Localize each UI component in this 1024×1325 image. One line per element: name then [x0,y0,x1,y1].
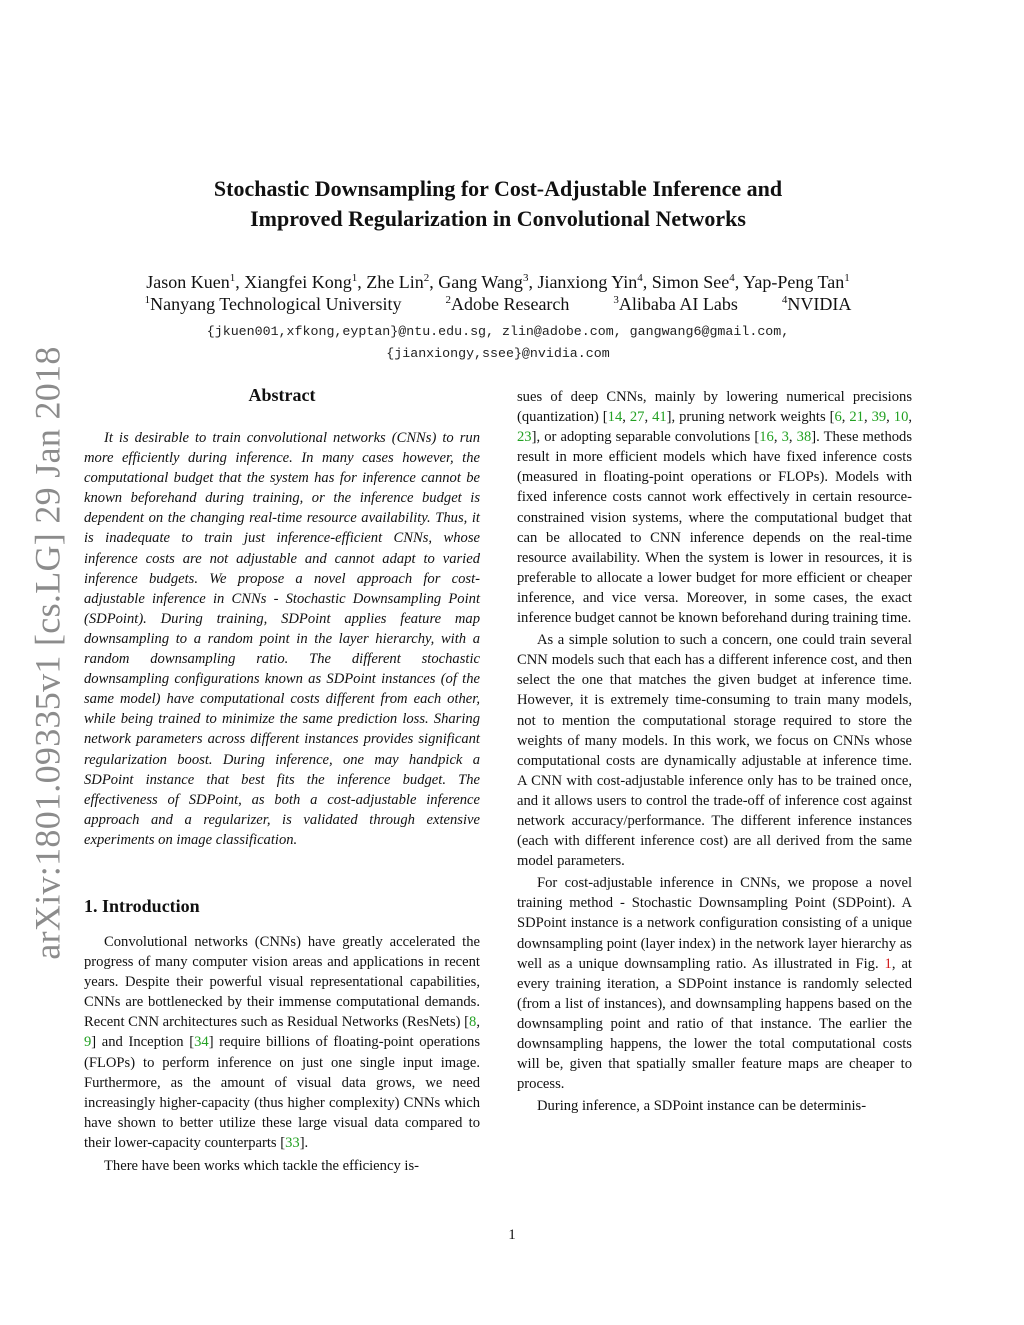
citation-link[interactable]: 34 [194,1034,209,1051]
paper-title-line-2: Improved Regularization in Convolutional Networks [250,206,746,231]
citation-link[interactable]: 27 [629,409,645,426]
citation-link[interactable]: 3 [781,429,789,446]
author-affiliation-mark: 3 [522,272,529,284]
affiliation-name: Adobe Research [450,294,570,314]
right-p1-text-a: sues of deep CNNs, mainly by lowering numerical precisions (quantization) [ [517,389,912,426]
intro-paragraph-2: There have been works which tackle the efficiency is- [104,1158,419,1175]
citation-separator: , [476,1014,480,1031]
intro-p1-text-c: ] require billions of floating-point operations (FLOPs) to perform inference on just one single input image. Furthermore, as the amount of visual data grows, we need increasingly higher-capacity (thus higher complexity) CNNs which have shown to better utilize these large visual data compared to their lower-capacity counterparts [ [84,1034,480,1151]
author-name: Simon See [651,272,730,292]
intro-p1-text-d: ]. [299,1134,309,1151]
citation-link[interactable]: 21 [849,409,864,426]
author-name: Jason Kuen [146,272,230,292]
right-paragraph-3 [517,873,912,1094]
affiliation-number: 3 [613,294,619,306]
author-name: Xiangfei Kong [244,272,352,292]
arxiv-stamp [20,345,76,960]
citation-link[interactable]: 33 [285,1134,300,1151]
page-number: 1 [508,1227,516,1243]
affiliation-list [90,294,906,320]
introduction-left-column [84,932,480,1176]
author-list: Jason Kuen$^1$, Xiangfei Kong$^1$, Zhe Lin$^2$, Gang Wang$^3$, Jianxiong Yin$^4$, Simon See$^4$, Yap-Peng Tan$^1$ [146,272,850,292]
paper-title-line-1: Stochastic Downsampling for Cost-Adjustable Inference and [213,176,783,201]
intro-paragraph-1 [84,932,480,1153]
citation-separator: , [622,409,630,426]
author-affiliation-mark: 2 [423,272,430,284]
affiliation-name: NVIDIA [787,294,852,314]
citation-separator: , [644,409,653,426]
citation-separator: , [886,409,894,426]
right-p1-text-d: ]. These methods result in more efficient models which have fixed inference costs (measured in floating-point operations or FLOPs). Models with fixed inference costs cannot work effectively in certain resource-constrained vision systems, where the computational budget that can be allocated to CNN inference depends on the real-time resource availability. When the system is lower in resources, it is preferable to allocate a lower budget for more efficient or cheaper inference, and vice versa. Moreover, in some cases, the exact inference budget cannot be known beforehand during training time. [517,429,913,627]
citation-link[interactable]: 8 [469,1014,477,1031]
affiliation-name: Nanyang Technological University [150,294,402,314]
email-line-1: {jkuen001,xfkong,eyptan}@ntu.edu.sg, zlin@adobe.com, gangwang6@gmail.com, [206,324,790,339]
abstract-body [84,428,480,850]
citation-separator: , [788,429,797,446]
citation-link[interactable]: 39 [871,409,887,426]
citation-separator: , [841,409,850,426]
author-affiliation-mark: 1 [229,272,236,284]
right-column [517,387,912,1116]
intro-p1-text-a: Convolutional networks (CNNs) have greatly accelerated the progress of many computer vision areas and applications in recent years. Despite their powerful visual representational capabilities, CNNs are bottlenecked by their immense computational demands. Recent CNN architectures such as Residual Networks (ResNets) [ [84,934,480,1031]
arxiv-stamp-text: arXiv:1801.09335v1 [cs.LG] 29 Jan 2018 [28,345,68,960]
affiliation-number: 1 [144,294,151,306]
affiliation-number: 4 [781,294,788,306]
abstract-text: It is desirable to train convolutional networks (CNNs) to run more efficiently during inference. In many cases however, the computational budget that the system has for inference cannot be known beforehand during training, or the inference budget is dependent on the changing real-time resource availability. Thus, it is inadequate to train just inference-efficient CNNs, whose inference costs are not adjustable and cannot adapt to varied inference budgets. We propose a novel approach for cost-adjustable inference in CNNs - Stochastic Downsampling Point (SDPoint). During training, SDPoint applies feature map downsampling to a random point in the layer hierarchy, with a random downsampling ratio. The different stochastic downsampling configurations known as SDPoint instances (of the same model) have computational costs different from each other, while being trained to minimize the same prediction loss. Sharing network parameters across different instances provides significant regularization boost. During inference, one may handpick a SDPoint instance that best fits the inference budget. The effectiveness of SDPoint, as both a cost-adjustable inference approach and a regularizer, is validated through extensive experiments on image classification. [84,430,480,848]
affiliation [782,294,851,320]
citation-link[interactable]: 14 [607,409,623,426]
affiliation [445,294,569,320]
affiliation [145,294,402,320]
right-p3-text-a: For cost-adjustable inference in CNNs, we propose a novel training method - Stochastic Downsampling Point (SDPoint). A SDPoint instance is a network configuration consisting of a unique downsampling point (layer index) in the network layer hierarchy as well as a unique downsampling ratio. As illustrated in Fig. [517,875,912,972]
figure-reference-link[interactable]: 1 [884,955,892,972]
citation-link[interactable]: 23 [517,429,532,446]
citation-separator: , [863,409,872,426]
citation-separator: , [908,409,913,426]
citation-link[interactable]: 6 [834,409,842,426]
author-name: Yap-Peng Tan [743,272,845,292]
citation-link[interactable]: 38 [796,429,812,446]
email-line-2: {jianxiongy,ssee}@nvidia.com [386,346,610,361]
citation-link[interactable]: 10 [893,409,909,426]
right-p3-text-b: , at every training iteration, a SDPoint instance is randomly selected (from a list of instances), and downsampling happens based on the downsampling point and ratio of that instance. The earlier the downsampling happens, the lower the total computational costs will be, given that spatially smaller feature maps are cheaper to process. [517,955,912,1093]
abstract-heading: Abstract [248,385,316,405]
citation-link[interactable]: 16 [759,429,774,446]
intro-p1-text-b: ] and Inception [ [91,1034,195,1051]
citation-link[interactable]: 41 [652,409,667,426]
affiliation-name: Alibaba AI Labs [618,294,738,314]
citation-link[interactable]: 9 [84,1034,92,1051]
affiliation-number: 2 [445,294,451,306]
author-name: Jianxiong Yin [537,272,638,292]
author-affiliation-mark: 4 [637,272,643,284]
author-affiliation-mark: 1 [844,272,850,284]
author-name: Gang Wang [438,272,523,292]
right-p1-text-c: ], or adopting separable convolutions [ [531,429,760,446]
right-paragraph-4: During inference, a SDPoint instance can be determinis- [537,1098,867,1115]
affiliation [613,294,737,320]
author-name: Zhe Lin [366,272,424,292]
right-paragraph-1 [517,387,912,628]
citation-separator: , [773,429,782,446]
right-paragraph-2: As a simple solution to such a concern, one could train several CNN models such that each has a different inference cost, and then select the one that matches the given budget at inference time. However, it is extremely time-consuming to train many models, not to mention the computational storage required to store the weights of many models. In this work, we focus on CNNs whose computational costs are dynamically adjustable at inference time. A CNN with cost-adjustable inference only has to be trained once, and it allows users to control the trade-off of inference cost against network accuracy/performance. The different inference instances (each with different inference cost) are all derived from the same model parameters. [517,632,912,870]
right-p1-text-b: ], pruning network weights [ [666,409,835,426]
introduction-heading: 1. Introduction [84,896,200,916]
author-affiliation-mark: 1 [351,272,358,284]
author-affiliation-mark: 4 [729,272,735,284]
